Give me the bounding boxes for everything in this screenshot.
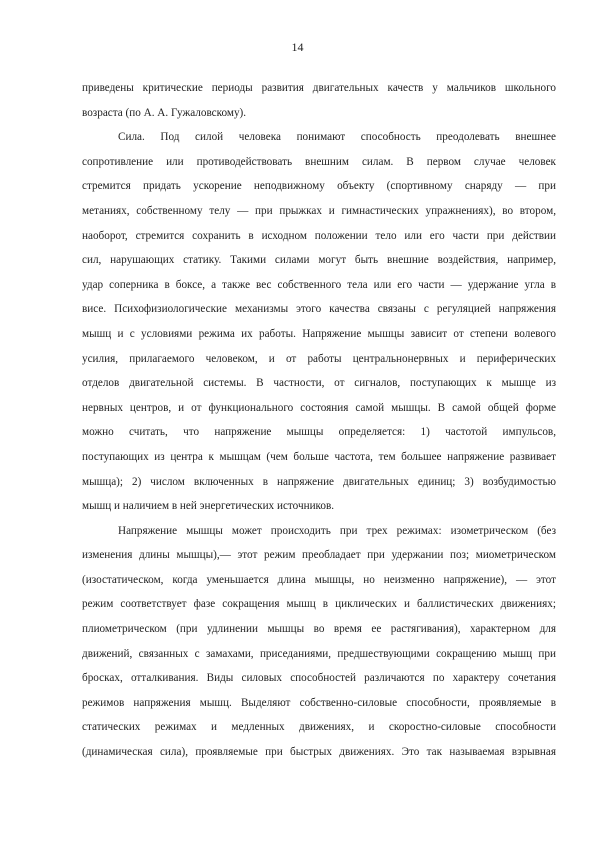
- text-line: возраста (по А. А. Гужаловскому).: [82, 106, 247, 119]
- text-line: поступающих из центра к мышцам (чем больше частота, тем большее напряжение развивает: [82, 450, 556, 463]
- text-line: приведены критические периоды развития двигательных качеств у мальчиков школьного: [82, 82, 556, 94]
- text-line: режим соответствует фазе сокращения мышц в циклических и баллистических движениях;: [82, 598, 556, 611]
- text-line: стремится придать ускорение неподвижному объекту (спортивному снаряду — при: [82, 180, 556, 193]
- text-line: мышц и наличием в ней энергетических источников.: [82, 500, 335, 513]
- text-line: мышца); 2) числом включенных в напряжение двигательных единиц; 3) возбудимостью: [82, 475, 556, 488]
- text-line: можно считать, что напряжение мышцы определяется: 1) частотой импульсов,: [82, 426, 556, 439]
- paragraph-start-line: Сила. Под силой человека понимают способность преодолевать внешнее: [118, 131, 556, 144]
- text-line: нервных центров, и от функционального состояния самой мышцы. В самой общей форме: [82, 401, 556, 414]
- text-line: плиометрическом (при удлинении мышцы во время ее растягивания), характерном для: [82, 623, 556, 636]
- text-line: наоборот, стремится сохранить в исходном положении тело или его части при действии: [82, 229, 556, 242]
- text-line: мышц и с условиями режима их работы. Напряжение мышцы зависит от степени волевого: [82, 327, 556, 340]
- text-line: отделов двигательной системы. В частности, от сигналов, поступающих к мышце из: [82, 377, 556, 390]
- paragraph-start-line: Напряжение мышцы может происходить при трех режимах: изометрическом (без: [118, 524, 556, 537]
- text-line: изменения длины мышцы),— этот режим преобладает при удержании поз; миометрическом: [82, 549, 556, 562]
- text-line: метаниях, собственному телу — при прыжках и гимнастических упражнениях), во втором,: [82, 204, 556, 217]
- text-line: (динамическая сила), проявляемые при быстрых движениях. Это так называемая взрывная: [82, 746, 556, 759]
- text-line: сил, нарушающих статику. Такими силами могут быть внешние воздействия, например,: [82, 254, 556, 267]
- text-line: режимов напряжения мышц. Выделяют собственно-силовые способности, проявляемые в: [82, 696, 556, 709]
- text-line: сопротивление или противодействовать внешним силам. В первом случае человек: [82, 155, 556, 168]
- page-number: 14: [291, 40, 304, 54]
- text-line: удар соперника в боксе, а также вес собственного тела или его части — удержание угла в: [82, 278, 556, 291]
- text-line: статических режимах и медленных движениях, и скоростно-силовые способности: [82, 721, 556, 734]
- document-body: [82, 76, 556, 765]
- text-line: висе. Психофизиологические механизмы этого качества связаны с регуляцией напряжения: [82, 303, 556, 316]
- text-line: (изостатическом, когда уменьшается длина мышцы, но неизменно напряжение), — этот: [82, 573, 556, 586]
- text-line: движений, связанных с замахами, приседаниями, предшествующими сокращению мышц при: [82, 647, 556, 660]
- text-line: бросках, отталкивания. Виды силовых способностей различаются по характеру сочетания: [82, 672, 556, 685]
- text-line: усилия, прилагаемого человеком, и от работы центральнонервных и периферических: [82, 352, 556, 365]
